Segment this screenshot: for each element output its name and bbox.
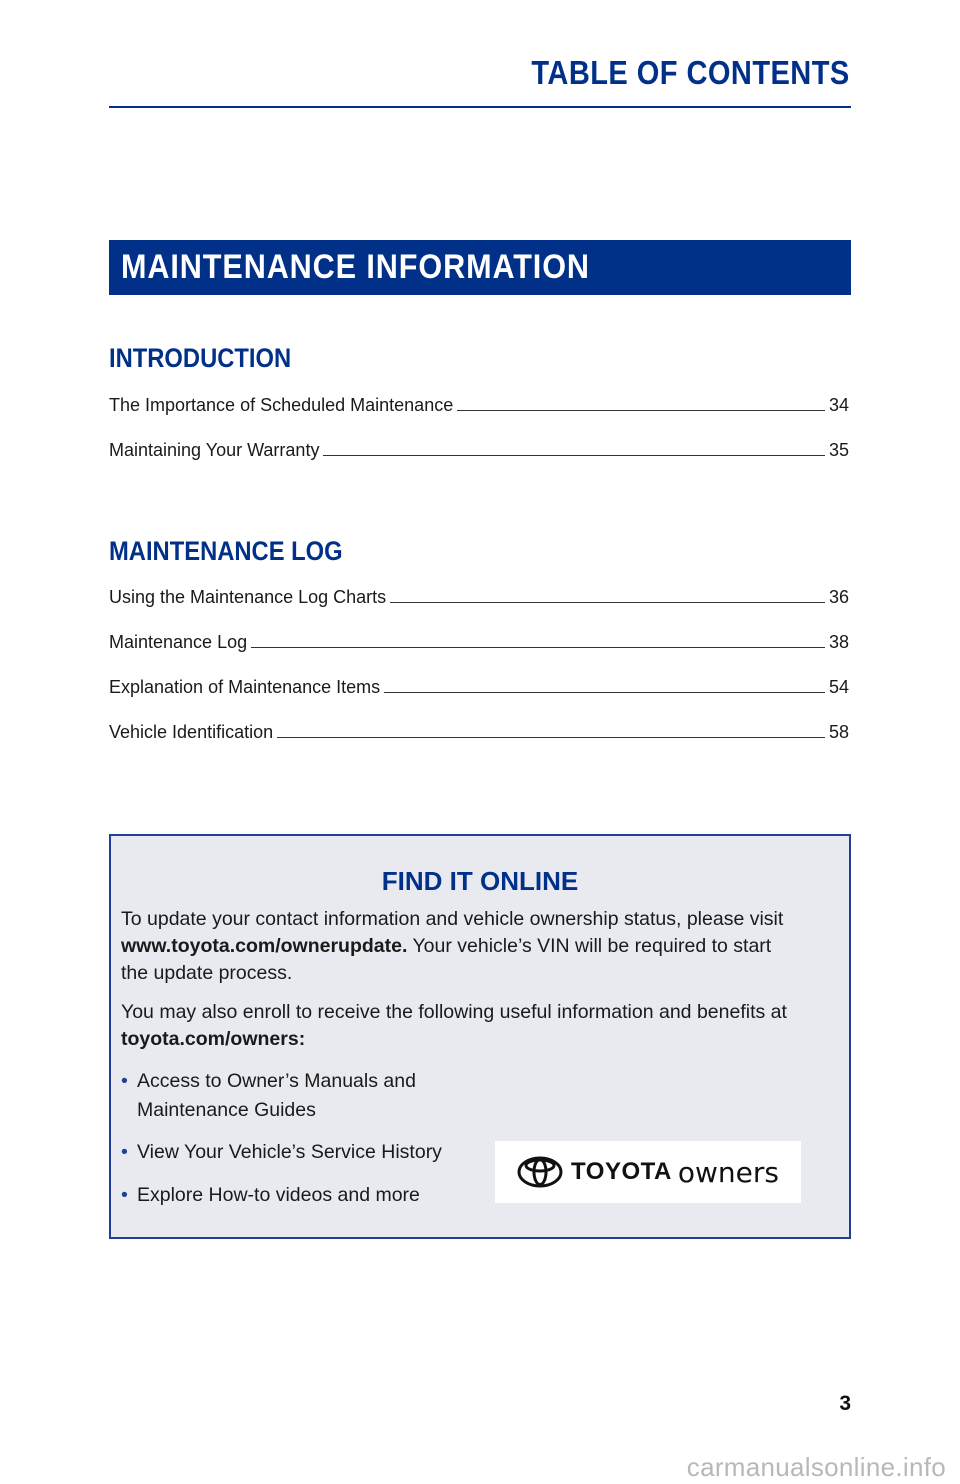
- toc-entry-page: 35: [828, 440, 849, 460]
- toc-entry-page: 36: [828, 587, 849, 607]
- toc-leader-line: [323, 455, 825, 456]
- toc-entry-page: 38: [828, 632, 849, 652]
- toc-entry-using-maintenance-log-charts[interactable]: [109, 582, 849, 608]
- find-it-online-title: FIND IT ONLINE: [381, 866, 579, 896]
- toc-leader-line: [251, 647, 825, 648]
- benefit-text: Access to Owner’s Manuals and: [137, 1070, 416, 1092]
- toc-entry-title: Vehicle Identification: [109, 722, 274, 742]
- toc-entry-title: Using the Maintenance Log Charts: [109, 587, 387, 607]
- page-number: 3: [839, 1392, 851, 1415]
- title-divider: [109, 106, 851, 108]
- page-title: TABLE OF CONTENTS: [531, 54, 850, 91]
- bullet-icon: •: [121, 1184, 128, 1206]
- toc-entry-page: 34: [828, 395, 849, 415]
- toc-entry-explanation-of-maintenance-items[interactable]: [109, 672, 849, 698]
- section-banner-label: MAINTENANCE INFORMATION: [121, 248, 590, 286]
- toc-entry-title: The Importance of Scheduled Maintenance: [109, 395, 454, 415]
- toyota-emblem-icon: [517, 1156, 563, 1188]
- toc-leader-line: [457, 410, 825, 411]
- toc-entry-vehicle-identification[interactable]: [109, 717, 849, 743]
- toc-leader-line: [390, 602, 825, 603]
- toc-entry-title: Maintenance Log: [109, 632, 248, 652]
- enroll-text: You may also enroll to receive the following useful information and benefits at: [121, 1001, 787, 1023]
- toc-entry-maintenance-log[interactable]: [109, 627, 849, 653]
- toc-leader-line: [277, 737, 825, 738]
- toc-entry-importance-of-scheduled-maintenance[interactable]: [109, 390, 849, 416]
- vin-required-text: Your vehicle’s VIN will be required to start: [407, 935, 772, 957]
- maintenance-log-heading: MAINTENANCE LOG: [109, 536, 343, 566]
- owners-site-link[interactable]: toyota.com/owners:: [121, 1028, 306, 1050]
- benefit-item-service-history: [121, 1138, 461, 1167]
- toc-entry-maintaining-your-warranty[interactable]: [109, 435, 849, 461]
- benefit-item-how-to-videos: [121, 1181, 461, 1210]
- watermark: carmanualsonline.info: [686, 1452, 946, 1482]
- owner-update-link[interactable]: www.toyota.com/ownerupdate.: [121, 935, 408, 957]
- benefit-text: View Your Vehicle’s Service History: [137, 1141, 442, 1163]
- benefit-item-owners-manuals: [121, 1067, 461, 1125]
- logo-owners-text: owners: [677, 1155, 779, 1189]
- toc-entry-title: Explanation of Maintenance Items: [109, 677, 381, 697]
- toc-entry-page: 58: [828, 722, 849, 742]
- introduction-heading: INTRODUCTION: [109, 343, 292, 373]
- section-banner: [109, 240, 851, 295]
- bullet-icon: •: [121, 1141, 128, 1163]
- contact-update-text: To update your contact information and vehicle ownership status, please visit: [121, 908, 784, 930]
- logo-brand-text: TOYOTA: [571, 1158, 672, 1185]
- toc-entry-title: Maintaining Your Warranty: [109, 440, 320, 460]
- benefit-text-continued: Maintenance Guides: [137, 1099, 316, 1121]
- contact-update-paragraph: [121, 906, 811, 987]
- find-it-online-box: [109, 834, 851, 1239]
- toyota-owners-logo: [495, 1141, 801, 1203]
- bullet-icon: •: [121, 1070, 128, 1092]
- enroll-paragraph: [121, 999, 811, 1053]
- benefit-text: Explore How-to videos and more: [137, 1184, 420, 1206]
- update-process-text: the update process.: [121, 962, 293, 984]
- toc-entry-page: 54: [828, 677, 849, 697]
- toc-leader-line: [384, 692, 825, 693]
